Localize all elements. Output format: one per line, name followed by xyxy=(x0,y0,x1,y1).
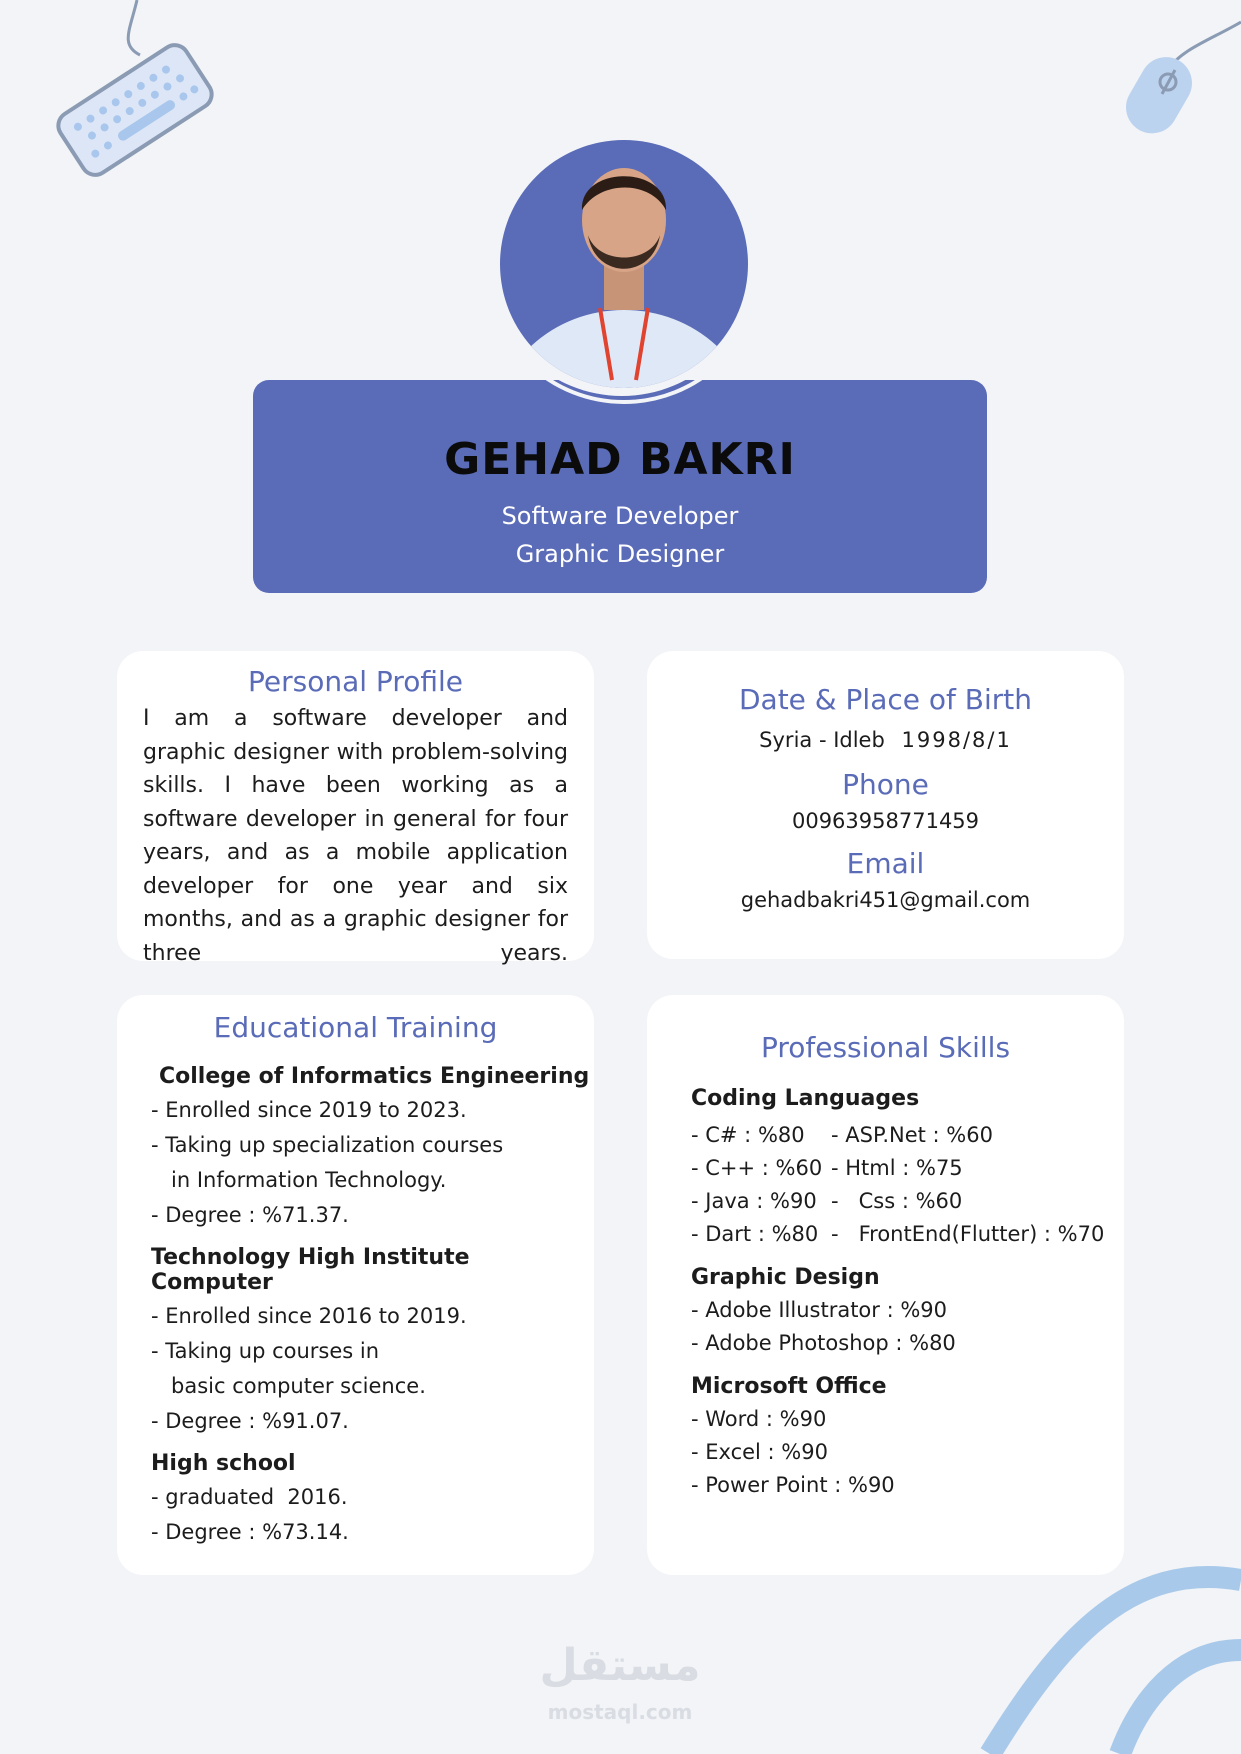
college-line: in Information Technology. xyxy=(151,1168,447,1192)
institute-line: - Enrolled since 2016 to 2019. xyxy=(151,1304,467,1328)
birth-title: Date & Place of Birth xyxy=(738,683,1032,716)
email-title: Email xyxy=(846,847,925,880)
skills-title: Professional Skills xyxy=(760,1031,1011,1064)
office-item: - Excel : %90 xyxy=(691,1440,828,1464)
coding-grid xyxy=(691,1119,1124,1251)
skills-card xyxy=(647,995,1124,1575)
college-line: - Degree : %71.37. xyxy=(151,1203,349,1227)
keyboard-icon xyxy=(40,0,230,190)
coding-item: - Css : %60 xyxy=(831,1189,963,1213)
photo-ring xyxy=(484,300,764,430)
institute-line: basic computer science. xyxy=(151,1374,426,1398)
office-title: Microsoft Office xyxy=(691,1374,887,1399)
coding-item: - C++ : %60 xyxy=(691,1156,823,1180)
education-title: Educational Training xyxy=(213,1011,498,1044)
watermark-arabic: مستقل xyxy=(539,1640,701,1691)
institute-name: Technology High Institute Computer xyxy=(151,1245,470,1295)
graphic-item: - Adobe Illustrator : %90 xyxy=(691,1298,948,1322)
mouse-icon xyxy=(1100,10,1241,150)
coding-item: - ASP.Net : %60 xyxy=(831,1123,993,1147)
coding-title: Coding Languages xyxy=(691,1086,920,1111)
college-name: College of Informatics Engineering xyxy=(159,1064,590,1089)
office-item: - Power Point : %90 xyxy=(691,1473,895,1497)
contact-card xyxy=(647,651,1124,959)
role-line-1: Software Developer xyxy=(501,502,739,530)
institute-line: - Degree : %91.07. xyxy=(151,1409,349,1433)
coding-item: - Java : %90 xyxy=(691,1189,817,1213)
phone-number: 00963958771459 xyxy=(791,809,980,833)
school-line: - Degree : %73.14. xyxy=(151,1520,349,1544)
personal-profile-title: Personal Profile xyxy=(248,665,463,698)
birth-place: Syria - Idleb xyxy=(759,728,885,752)
watermark-latin: mostaql.com xyxy=(547,1700,693,1724)
profile-text: I am a software developer and graphic designer with problem-solving skills. I have been working as a software developer in general for four years, and as a mobile application developer for one year and six months, and as a graphic designer for three years. xyxy=(143,706,568,966)
coding-item: - FrontEnd(Flutter) : %70 xyxy=(831,1222,1105,1246)
personal-profile-card xyxy=(117,651,594,966)
office-item: - Word : %90 xyxy=(691,1407,827,1431)
email-address: gehadbakri451@gmail.com xyxy=(740,888,1031,912)
college-line: - Taking up specialization courses xyxy=(151,1133,504,1157)
coding-item: - Dart : %80 xyxy=(691,1222,819,1246)
coding-item: - Html : %75 xyxy=(831,1156,963,1180)
person-name: GEHAD BAKRI xyxy=(444,434,796,485)
graphic-title: Graphic Design xyxy=(691,1265,880,1290)
birth-date: 1998/8/1 xyxy=(901,728,1012,752)
graphic-item: - Adobe Photoshop : %80 xyxy=(691,1331,956,1355)
coding-item: - C# : %80 xyxy=(691,1123,805,1147)
phone-title: Phone xyxy=(842,768,929,801)
school-line: - graduated 2016. xyxy=(151,1485,348,1509)
birth-info xyxy=(647,728,1124,752)
school-name: High school xyxy=(151,1451,296,1476)
role-line-2: Graphic Designer xyxy=(515,540,725,568)
education-card xyxy=(117,995,594,1575)
college-line: - Enrolled since 2019 to 2023. xyxy=(151,1098,467,1122)
institute-line: - Taking up courses in xyxy=(151,1339,380,1363)
